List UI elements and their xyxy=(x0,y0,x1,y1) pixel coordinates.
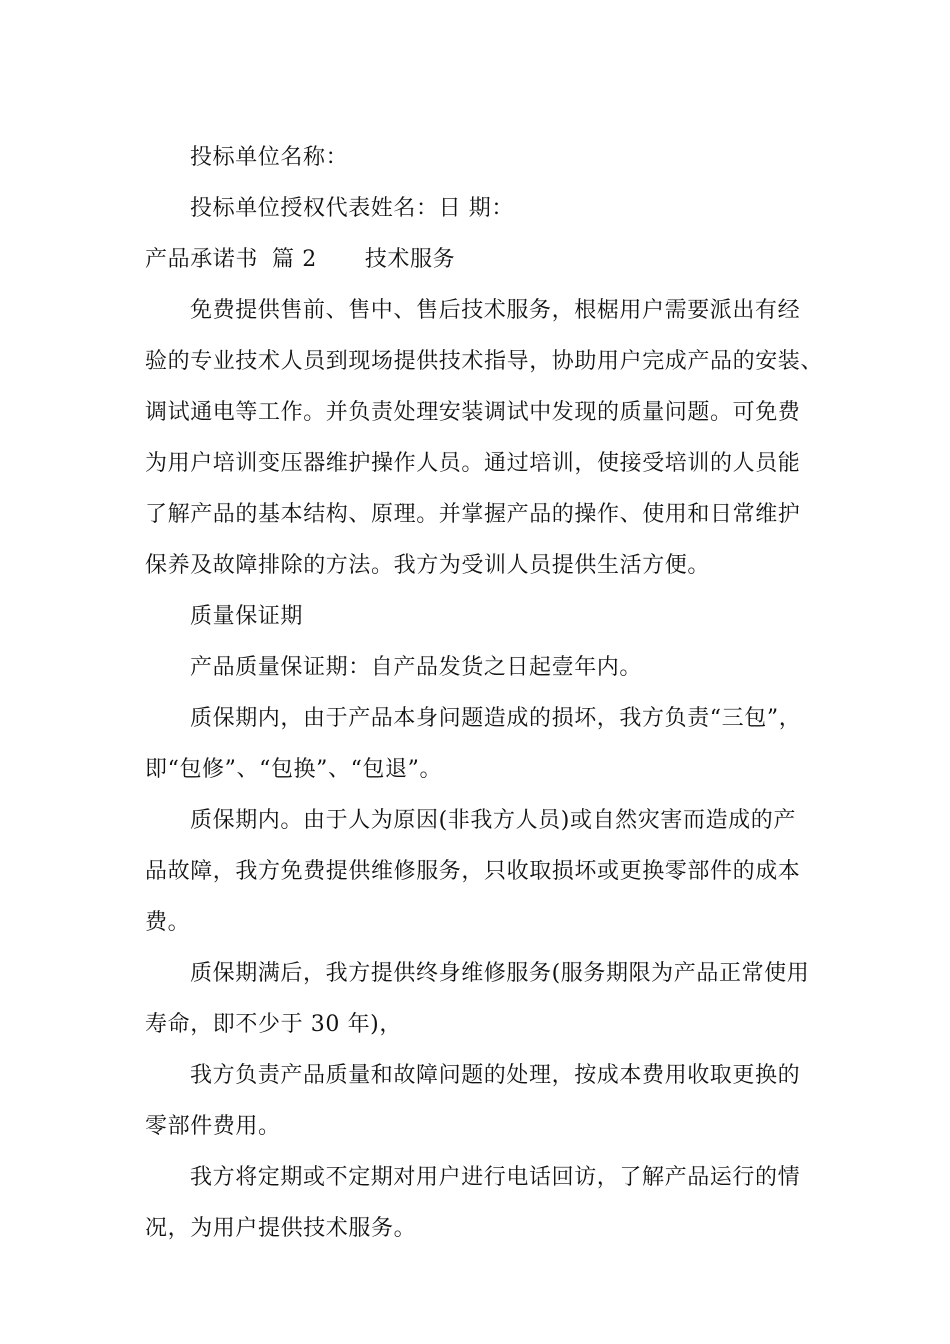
representative-date-label: 投标单位授权代表姓名：日 期： xyxy=(190,196,514,221)
bidder-name-label: 投标单位名称： xyxy=(190,145,349,170)
paragraph-line: 质保期内。由于人为原因(非我方人员)或自然灾害而造成的产 xyxy=(190,808,796,833)
document-body xyxy=(145,132,835,1254)
paragraph-line: 保养及故障排除的方法。我方为受训人员提供生活方便。 xyxy=(145,553,711,578)
paragraph-line: 即“包修”、“包换”、“包退”。 xyxy=(145,757,443,782)
paragraph-line: 零部件费用。 xyxy=(145,1114,281,1139)
subsection-heading: 质量保证期 xyxy=(190,604,304,629)
paragraph-line: 质保期满后，我方提供终身维修服务(服务期限为产品正常使用 xyxy=(190,961,810,986)
paragraph-line: 品故障，我方免费提供维修服务，只收取损坏或更换零部件的成本 xyxy=(145,859,801,884)
paragraph-line: 费。 xyxy=(145,910,191,935)
paragraph-line: 调试通电等工作。并负责处理安装调试中发现的质量问题。可免费 xyxy=(145,400,801,425)
paragraph-line: 寿命，即不少于 30 年)， xyxy=(145,1012,402,1037)
paragraph-line: 我方负责产品质量和故障问题的处理，按成本费用收取更换的 xyxy=(190,1063,801,1088)
section-topic: 技术服务 xyxy=(364,247,456,272)
section-title: 产品承诺书 xyxy=(145,247,259,272)
paragraph-line: 我方将定期或不定期对用户进行电话回访，了解产品运行的情 xyxy=(190,1165,801,1190)
paragraph-line: 免费提供售前、售中、售后技术服务，根椐用户需要派出有经 xyxy=(190,298,801,323)
section-heading xyxy=(145,234,835,285)
paragraph-line: 为用户培训变压器维护操作人员。通过培训，使接受培训的人员能 xyxy=(145,451,801,476)
section-part: 篇 2 xyxy=(272,247,317,272)
paragraph-line: 了解产品的基本结构、原理。并掌握产品的操作、使用和日常维护 xyxy=(145,502,801,527)
paragraph-line: 况，为用户提供技术服务。 xyxy=(145,1216,417,1241)
paragraph-line: 质保期内，由于产品本身问题造成的损坏，我方负责“三包”， xyxy=(190,706,802,731)
paragraph-line: 验的专业技术人员到现场提供技术指导，协助用户完成产品的安装、 xyxy=(145,349,824,374)
paragraph-line: 产品质量保证期：自产品发货之日起壹年内。 xyxy=(190,655,643,680)
